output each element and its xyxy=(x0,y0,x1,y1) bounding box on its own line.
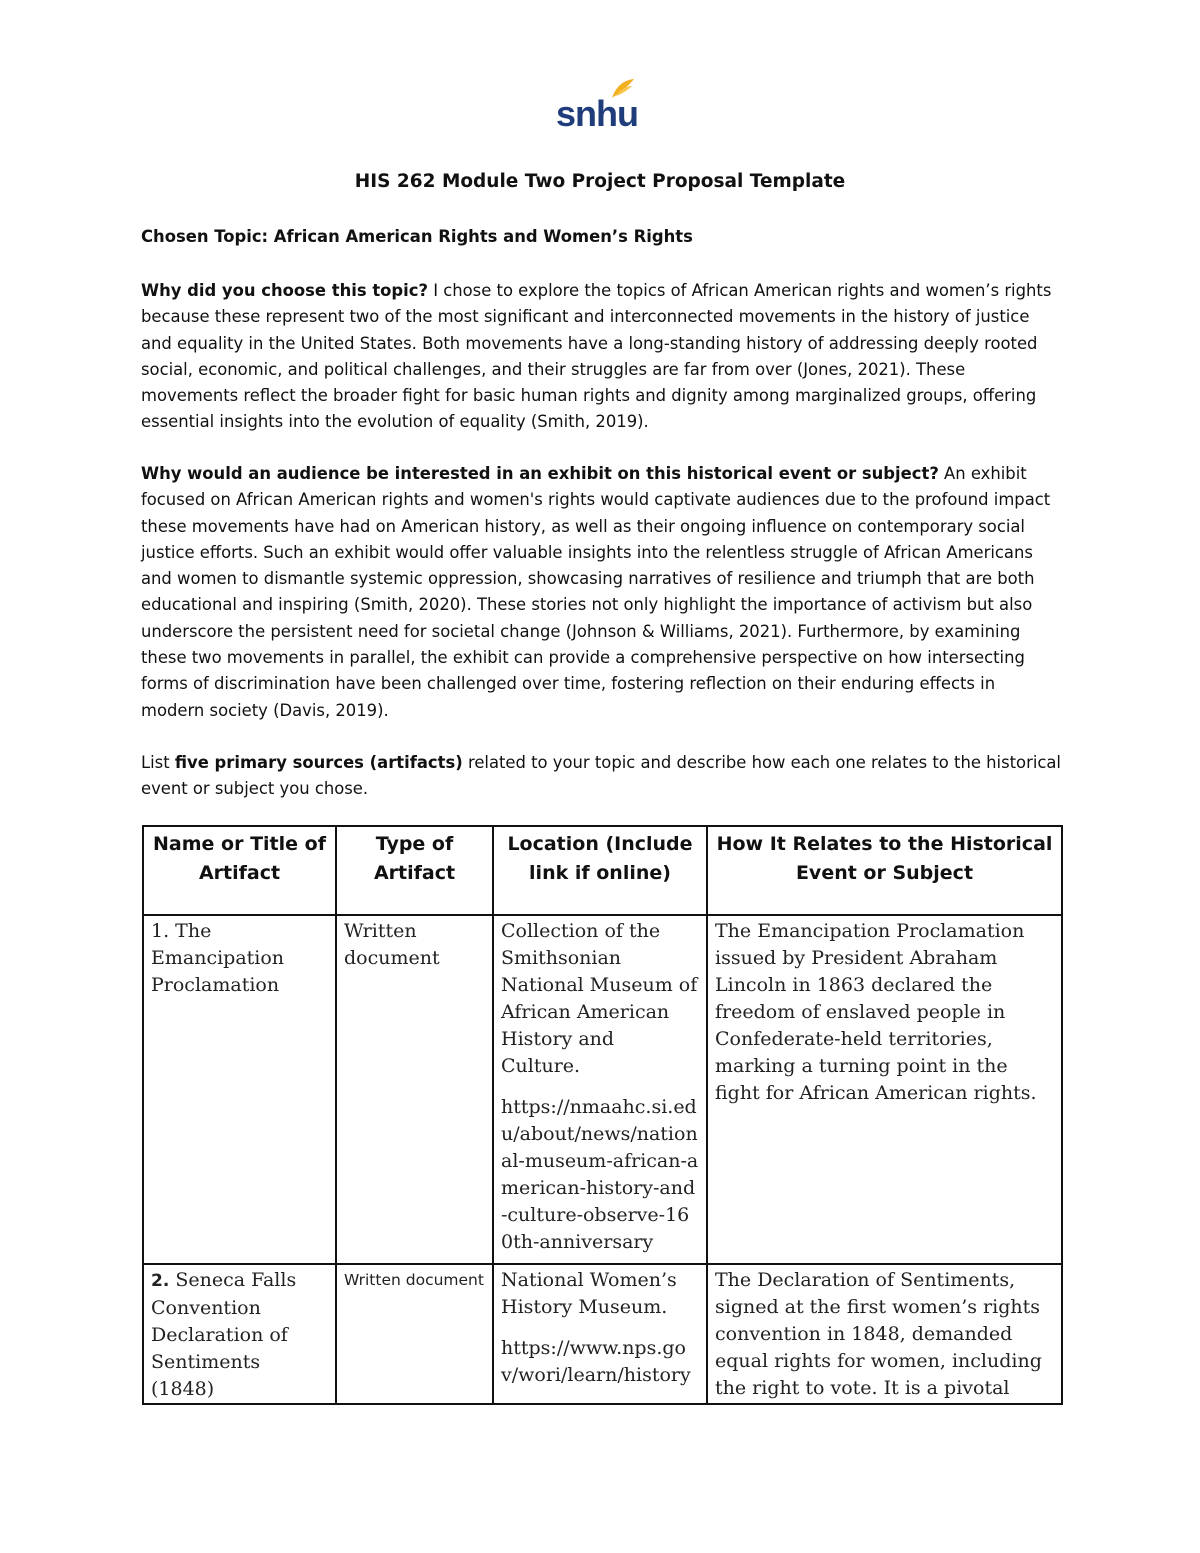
table-header-row xyxy=(143,826,1062,915)
chosen-topic xyxy=(141,224,1061,250)
document-title: HIS 262 Module Two Project Proposal Template xyxy=(354,171,846,192)
header-location: Location (Include link if online) xyxy=(493,826,707,915)
snhu-logo xyxy=(556,78,642,134)
artifact-number: 2. xyxy=(151,1271,170,1291)
artifact-location-cell xyxy=(493,1264,707,1404)
artifact-location: National Women’s History Museum. xyxy=(501,1269,677,1318)
artifacts-table xyxy=(142,825,1063,1405)
artifact-type-cell: Written document xyxy=(336,915,493,1264)
why-topic-question: Why did you choose this topic? xyxy=(141,281,428,300)
chosen-topic-label: Chosen Topic: African American Rights and Women’s Rights xyxy=(141,227,693,246)
artifact-link[interactable]: https://www.nps.gov/wori/learn/history xyxy=(501,1337,691,1386)
leaf-icon xyxy=(610,78,636,100)
artifact-location-cell xyxy=(493,915,707,1264)
audience-paragraph xyxy=(141,461,1061,724)
header-relation: How It Relates to the Historical Event or Subject xyxy=(707,826,1062,915)
artifact-name: The Emancipation Proclamation xyxy=(151,920,285,996)
artifact-name: Seneca Falls Convention Declaration of Sentiments (1848) xyxy=(151,1269,297,1400)
table-row xyxy=(143,1264,1062,1404)
artifact-link[interactable]: https://nmaahc.si.edu/about/news/national-museum-african-american-history-and-culture-observe-160th-anniversary xyxy=(501,1096,699,1253)
logo-wordmark: snhu xyxy=(556,93,638,134)
artifact-relation-cell: The Declaration of Sentiments, signed at the first women’s rights convention in 1848, demanded equal rights for women, including the right to vote. It is a pivotal xyxy=(707,1264,1062,1404)
instructions-bold: five primary sources (artifacts) xyxy=(174,753,463,772)
why-topic-answer: I chose to explore the topics of African American rights and women’s rights because these represent two of the most significant and interconnected movements in the history of justice and equality in the United States. Both movements have a long-standing history of addressing deeply rooted social, economic, and political challenges, and their struggles are far from over (Jones, 2021). These movements reflect the broader fight for basic human rights and dignity among marginalized groups, offering essential insights into the evolution of equality (Smith, 2019). xyxy=(141,281,1052,432)
artifact-number: 1. xyxy=(151,920,170,942)
artifact-location: Collection of the Smithsonian National Museum of African American History and Culture. xyxy=(501,920,698,1077)
artifact-name-cell xyxy=(143,915,336,1264)
instructions-paragraph xyxy=(141,750,1061,803)
artifact-name-cell xyxy=(143,1264,336,1404)
header-type: Type of Artifact xyxy=(336,826,493,915)
instructions-post: related to your topic and describe how each one relates to the historical event or subject you chose. xyxy=(141,753,1061,799)
artifact-type-cell: Written document xyxy=(336,1264,493,1404)
table-row xyxy=(143,915,1062,1264)
instructions-pre: List xyxy=(141,753,175,772)
audience-question: Why would an audience be interested in an exhibit on this historical event or subject? xyxy=(141,464,939,483)
why-topic-paragraph xyxy=(141,278,1061,436)
artifact-relation-cell: The Emancipation Proclamation issued by President Abraham Lincoln in 1863 declared the freedom of enslaved people in Confederate-held territories, marking a turning point in the fight for African American rights. xyxy=(707,915,1062,1264)
audience-answer: An exhibit focused on African American rights and women's rights would captivate audiences due to the profound impact these movements have had on American history, as well as their ongoing influence on contemporary social justice efforts. Such an exhibit would offer valuable insights into the relentless struggle of African Americans and women to dismantle systemic oppression, showcasing narratives of resilience and triumph that are both educational and inspiring (Smith, 2020). These stories not only highlight the importance of activism but also underscore the persistent need for societal change (Johnson & Williams, 2021). Furthermore, by examining these two movements in parallel, the exhibit can provide a comprehensive perspective on how intersecting forms of discrimination have been challenged over time, fostering reflection on their enduring effects in modern society (Davis, 2019). xyxy=(141,464,1051,720)
header-name: Name or Title of Artifact xyxy=(143,826,336,915)
